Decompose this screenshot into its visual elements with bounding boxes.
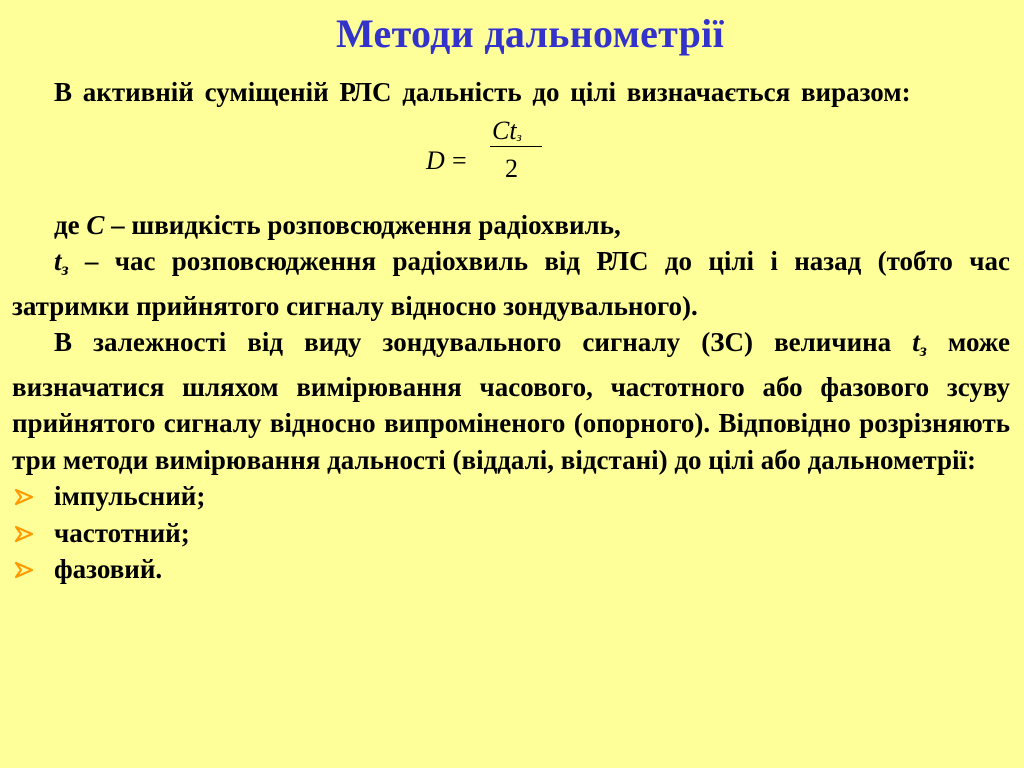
list-item: частотний; [12,515,1010,552]
slide-title: Методи дальнометрії [335,11,724,56]
fraction-bar [490,146,542,147]
paragraph-t-definition: tз – час розповсюдження радіохвиль від РЛС до цілі і назад (тобто час затримки прийнятого сигналу відносно зондувального). [12,246,1010,321]
list-item: фазовий. [12,551,1010,588]
formula-numerator: Ctз [492,115,522,145]
formula-lhs: D [426,145,445,175]
formula-equals: = [452,145,467,175]
variable-t: t [54,246,62,276]
paragraph-methods: В залежності від виду зондувального сигналу (ЗС) величина tз може визначатися шляхом вимірювання часового, частотного або фазового зсуву прийнятого сигналу відносно випроміненого (опорного). Відповідно розрізняють три методи вимірювання дальності (віддалі, відстані) до цілі або дальнометрії: [12,327,1010,475]
paragraph-intro: В активній суміщеній РЛС дальність до цілі визначається виразом: [54,77,911,107]
variable-c: C [86,209,105,240]
arrow-bullet-icon [14,525,36,543]
range-formula [12,111,1010,207]
formula-denominator: 2 [505,153,518,183]
variable-t: t [912,327,920,357]
arrow-bullet-icon [14,488,36,506]
list-item: імпульсний; [12,478,1010,515]
methods-list [12,478,1010,588]
paragraph-c-definition: де C – швидкість розповсюдження радіохвиль, [54,209,621,240]
arrow-bullet-icon [14,561,36,579]
slide-body [12,74,1010,588]
